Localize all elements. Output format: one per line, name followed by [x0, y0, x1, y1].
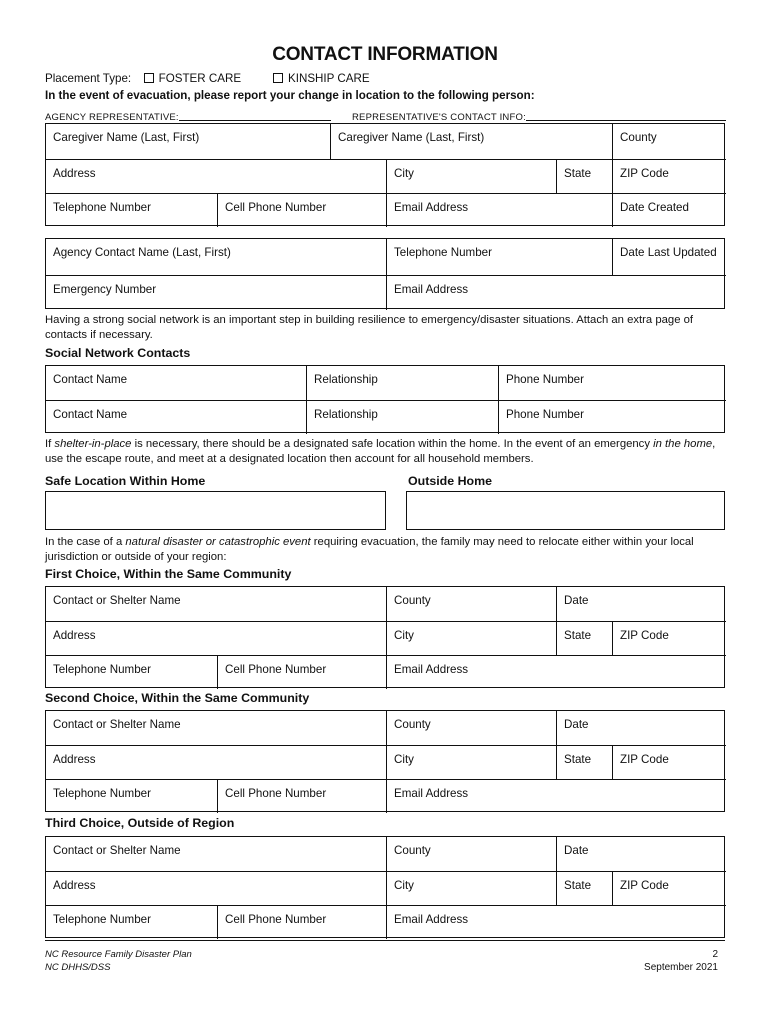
choice3-zip-label: ZIP Code [620, 879, 669, 892]
choice3-cell-cell[interactable] [217, 905, 386, 939]
state-label: State [564, 167, 592, 180]
cell-phone-cell[interactable] [217, 193, 386, 227]
choice1-city-cell[interactable] [386, 621, 556, 655]
choice1-telephone-label: Telephone Number [53, 663, 151, 676]
disaster-text-3: requiring evacuation, the family may need to relocate either within your local jurisdiction or outside of your region: [45, 536, 694, 563]
date-created-cell[interactable] [612, 193, 726, 227]
rep-contact-line[interactable] [526, 120, 726, 121]
social-row1-name-label: Contact Name [53, 373, 128, 386]
choice2-email-cell[interactable] [386, 779, 726, 813]
choice3-email-cell[interactable] [386, 905, 726, 939]
choice2-zip-cell[interactable] [612, 745, 726, 779]
city-cell[interactable] [386, 159, 556, 193]
second-choice-heading: Second Choice, Within the Same Community [45, 691, 310, 705]
county-label: County [620, 131, 657, 144]
choice2-county-label: County [394, 718, 431, 731]
county-cell[interactable] [612, 124, 726, 159]
choice2-county-cell[interactable] [386, 711, 556, 745]
zip-cell[interactable] [612, 159, 726, 193]
social-row1-name[interactable] [46, 366, 306, 400]
agency-contact-label: Agency Contact Name (Last, First) [53, 246, 231, 259]
emergency-cell[interactable] [46, 275, 386, 310]
agency-rep-line[interactable] [179, 120, 331, 121]
cell-phone-label: Cell Phone Number [225, 201, 327, 214]
choice1-state-label: State [564, 629, 592, 642]
choice3-address-label: Address [53, 879, 96, 892]
caregiver1-label: Caregiver Name (Last, First) [53, 131, 200, 144]
date-updated-label: Date Last Updated [620, 246, 717, 259]
shelter-text-3: is necessary, there should be a designated safe location within the home. In the event of an emergency [131, 438, 654, 450]
choice3-county-label: County [394, 844, 431, 857]
social-table [45, 365, 725, 433]
outside-home-box[interactable] [406, 491, 725, 530]
social-row1-phone[interactable] [498, 366, 726, 400]
choice3-contact-label: Contact or Shelter Name [53, 844, 181, 857]
choice1-contact-cell[interactable] [46, 587, 386, 621]
placement-type-row [45, 72, 241, 85]
caregiver2-label: Caregiver Name (Last, First) [338, 131, 485, 144]
agency-telephone-label: Telephone Number [394, 246, 492, 259]
choice3-telephone-cell[interactable] [46, 905, 217, 939]
social-row1-relationship[interactable] [306, 366, 498, 400]
social-row2-phone[interactable] [498, 400, 726, 434]
choice3-telephone-label: Telephone Number [53, 913, 151, 926]
choice2-contact-cell[interactable] [46, 711, 386, 745]
choice2-email-label: Email Address [394, 787, 469, 800]
placement-type-label: Placement Type: [45, 72, 132, 85]
shelter-text-2: shelter-in-place [54, 438, 132, 450]
caregiver-table [45, 123, 725, 226]
choice1-contact-label: Contact or Shelter Name [53, 594, 181, 607]
outside-home-heading: Outside Home [408, 474, 492, 488]
choice2-city-label: City [394, 753, 414, 766]
social-row1-phone-label: Phone Number [506, 373, 584, 386]
choice3-zip-cell[interactable] [612, 871, 726, 905]
choice3-city-label: City [394, 879, 414, 892]
choice1-county-label: County [394, 594, 431, 607]
choice2-cell-cell[interactable] [217, 779, 386, 813]
emergency-label: Emergency Number [53, 283, 157, 296]
choice1-email-label: Email Address [394, 663, 469, 676]
social-row1-relationship-label: Relationship [314, 373, 378, 386]
choice3-date-label: Date [564, 844, 589, 857]
choice1-address-cell[interactable] [46, 621, 386, 655]
shelter-paragraph [45, 437, 730, 467]
rep-contact-label: REPRESENTATIVE'S CONTACT INFO: [352, 112, 526, 123]
choice1-zip-label: ZIP Code [620, 629, 669, 642]
kinship-option [273, 72, 370, 85]
choice3-date-cell[interactable] [556, 837, 726, 871]
page-number: 2 [712, 949, 718, 960]
choice2-telephone-label: Telephone Number [53, 787, 151, 800]
kinship-care-label: KINSHIP CARE [288, 72, 370, 85]
kinship-care-checkbox[interactable] [273, 73, 283, 83]
choice1-email-cell[interactable] [386, 655, 726, 689]
choice2-telephone-cell[interactable] [46, 779, 217, 813]
choice3-email-label: Email Address [394, 913, 469, 926]
choice3-state-label: State [564, 879, 592, 892]
choice2-date-label: Date [564, 718, 589, 731]
social-row2-relationship-label: Relationship [314, 408, 378, 421]
address-label: Address [53, 167, 96, 180]
zip-label: ZIP Code [620, 167, 669, 180]
choice1-zip-cell[interactable] [612, 621, 726, 655]
choice1-address-label: Address [53, 629, 96, 642]
choice3-address-cell[interactable] [46, 871, 386, 905]
safe-location-box[interactable] [45, 491, 386, 530]
choice1-telephone-cell[interactable] [46, 655, 217, 689]
choice3-contact-cell[interactable] [46, 837, 386, 871]
choice1-date-label: Date [564, 594, 589, 607]
first-choice-heading: First Choice, Within the Same Community [45, 567, 292, 581]
choice1-date-cell[interactable] [556, 587, 726, 621]
agency-rep-label: AGENCY REPRESENTATIVE: [45, 112, 179, 123]
choice1-cell-cell[interactable] [217, 655, 386, 689]
footer-divider [45, 940, 725, 941]
third-choice-table [45, 836, 725, 938]
shelter-text-4: in the home [653, 438, 713, 450]
social-intro: Having a strong social network is an important step in building resilience to emergency/disaster situations. Attach an extra page of contacts if necessary. [45, 314, 694, 341]
choice1-state-cell[interactable] [556, 621, 612, 655]
choice2-state-cell[interactable] [556, 745, 612, 779]
choice3-state-cell[interactable] [556, 871, 612, 905]
agency-contact-cell[interactable] [46, 239, 386, 275]
social-row2-phone-label: Phone Number [506, 408, 584, 421]
choice1-county-cell[interactable] [386, 587, 556, 621]
choice2-address-label: Address [53, 753, 96, 766]
footer-left [45, 948, 192, 974]
agency-email-label: Email Address [394, 283, 469, 296]
choice3-cell-label: Cell Phone Number [225, 913, 327, 926]
telephone-cell[interactable] [46, 193, 217, 227]
choice2-address-cell[interactable] [46, 745, 386, 779]
footer-agency: NC DHHS/DSS [45, 962, 111, 973]
choice2-state-label: State [564, 753, 592, 766]
social-heading: Social Network Contacts [45, 346, 191, 360]
disaster-text-1: In the case of a [45, 536, 126, 548]
address-cell[interactable] [46, 159, 386, 193]
third-choice-heading: Third Choice, Outside of Region [45, 816, 235, 830]
page-title: CONTACT INFORMATION [272, 44, 498, 65]
date-updated-cell[interactable] [612, 239, 726, 275]
choice2-city-cell[interactable] [386, 745, 556, 779]
city-label: City [394, 167, 414, 180]
choice2-cell-label: Cell Phone Number [225, 787, 327, 800]
choice1-cell-label: Cell Phone Number [225, 663, 327, 676]
second-choice-table [45, 710, 725, 812]
email-cell[interactable] [386, 193, 612, 227]
footer-right [644, 948, 718, 974]
date-created-label: Date Created [620, 201, 689, 214]
evacuation-note: In the event of evacuation, please report your change in location to the following person: [45, 89, 535, 102]
disaster-text-2: natural disaster or catastrophic event [125, 536, 311, 548]
choice2-contact-label: Contact or Shelter Name [53, 718, 181, 731]
choice2-zip-label: ZIP Code [620, 753, 669, 766]
choice1-city-label: City [394, 629, 414, 642]
agency-email-cell[interactable] [386, 275, 726, 310]
social-row2-name[interactable] [46, 400, 306, 434]
first-choice-table [45, 586, 725, 688]
caregiver2-cell[interactable] [330, 124, 656, 159]
shelter-text-1: If [45, 438, 55, 450]
foster-care-label: FOSTER CARE [158, 72, 242, 85]
disaster-paragraph [45, 535, 730, 565]
agency-table [45, 238, 725, 309]
email-label: Email Address [394, 201, 469, 214]
social-row2-name-label: Contact Name [53, 408, 128, 421]
safe-location-heading: Safe Location Within Home [45, 474, 206, 488]
footer-plan-name: NC Resource Family Disaster Plan [45, 949, 192, 960]
shelter-text-5: , use the escape route, and meet at a designated location then account for all household members. [45, 438, 716, 465]
choice2-date-cell[interactable] [556, 711, 726, 745]
agency-telephone-cell[interactable] [386, 239, 612, 275]
footer-date: September 2021 [644, 962, 718, 973]
foster-care-checkbox[interactable] [144, 73, 154, 83]
caregiver1-cell[interactable] [46, 124, 330, 159]
choice3-county-cell[interactable] [386, 837, 556, 871]
telephone-label: Telephone Number [53, 201, 151, 214]
social-row2-relationship[interactable] [306, 400, 498, 434]
choice3-city-cell[interactable] [386, 871, 556, 905]
state-cell[interactable] [556, 159, 612, 193]
